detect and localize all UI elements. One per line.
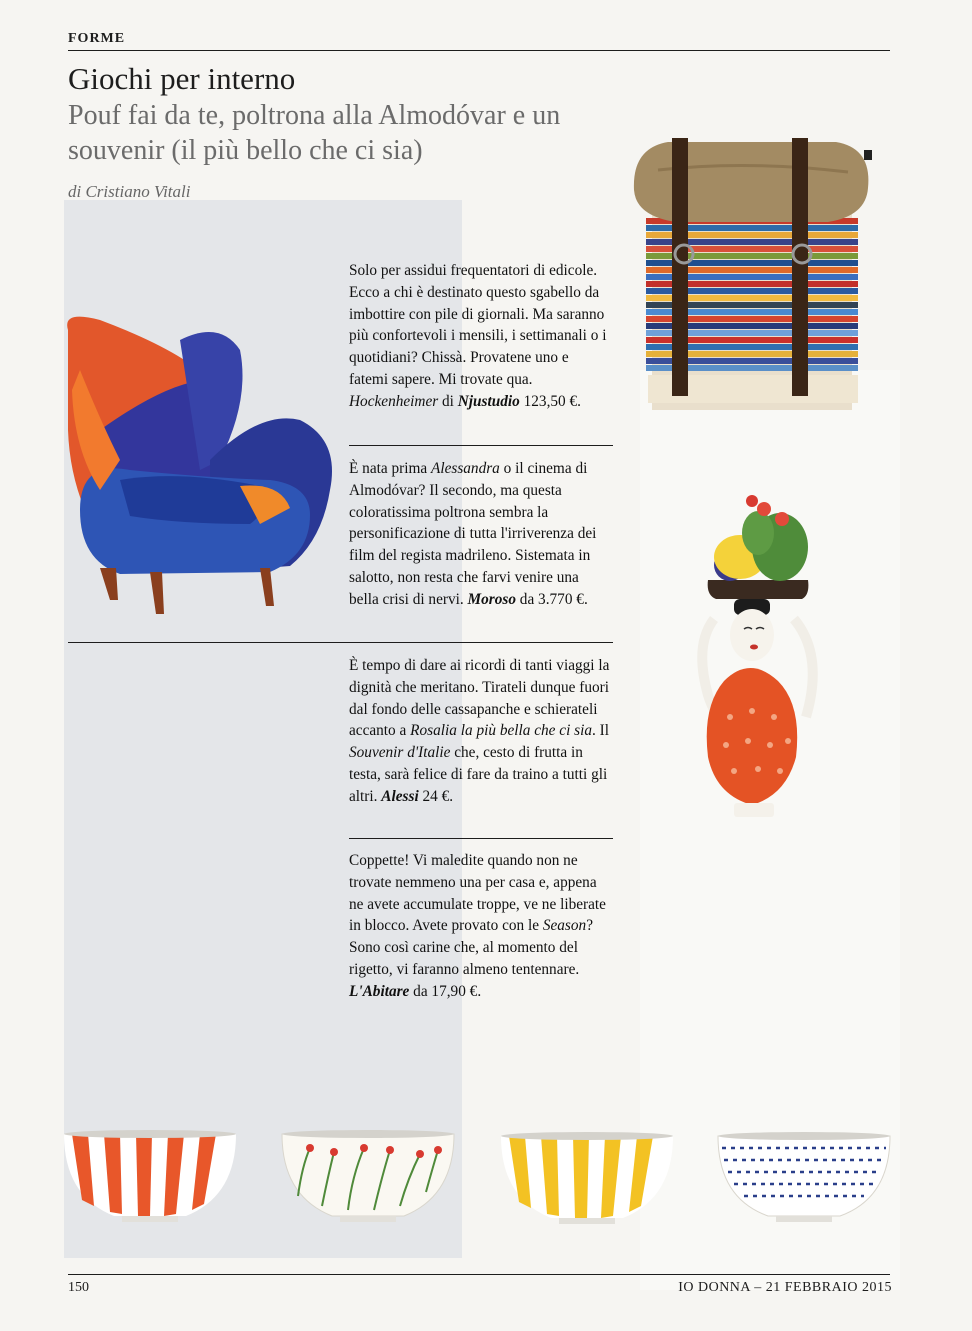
magazine-stool-image: [628, 130, 884, 412]
paragraph-stool: Solo per assidui frequentatori di edicole. Ecco a chi è destinato questo sgabello da imbottire con pile di giornali. Ma saranno più confortevoli i mensili, i settimanali o i quotidiani? Chissà. Provatene uno e fatemi sapere. Mi trovate qua. Hockenheimer di Njustudio 123,50 €.: [349, 262, 607, 410]
paragraph-bowls: Coppette! Vi maledite quando non ne trovate nemmeno una per casa e, appena ne avete accumulate troppe, ve ne liberate in blocco. Avete provato con le Season? Sono così carine che, al momento del rigetto, vi faranno almeno tentennare. L'Abitare da 17,90 €.: [349, 852, 606, 1000]
article-byline: di Cristiano Vitali: [68, 182, 191, 201]
floral-bowl-image: [278, 1126, 458, 1226]
rosalia-vase-image: [690, 495, 840, 835]
page-number: 150: [68, 1280, 89, 1295]
orange-striped-bowl-image: [60, 1126, 240, 1226]
section-label: FORME: [68, 31, 126, 46]
divider: [68, 642, 613, 643]
yellow-striped-bowl-image: [496, 1128, 678, 1228]
publication-info: IO DONNA – 21 FEBBRAIO 2015: [678, 1280, 892, 1295]
article-title: Giochi per interno: [68, 61, 296, 96]
paragraph-armchair: È nata prima Alessandra o il cinema di Almodóvar? Il secondo, ma questa coloratissima poltrona sembra la personificazione di tutta l'irriverenza dei film del regista madrileno. Sistemata in salotto, non resta che farvi venire una bella crisi di nervi. Moroso da 3.770 €.: [349, 460, 597, 608]
divider: [349, 838, 613, 839]
blue-dotted-bowl-image: [714, 1128, 894, 1226]
header-rule: [68, 50, 890, 51]
armchair-image: [60, 310, 340, 620]
divider: [349, 445, 613, 446]
footer-rule: [68, 1274, 890, 1275]
paragraph-rosalia: È tempo di dare ai ricordi di tanti viaggi la dignità che meritano. Tirateli dunque fuori dal fondo delle cassapanche e schierateli accanto a Rosalia la più bella che ci sia. Il Souvenir d'Italie che, cesto di frutta in testa, sarà felice di fare da traino a tutti gli altri. Alessi 24 €.: [349, 657, 610, 805]
article-subtitle: Pouf fai da te, poltrona alla Almodóvar e un souvenir (il più bello che ci sia): [68, 100, 561, 166]
